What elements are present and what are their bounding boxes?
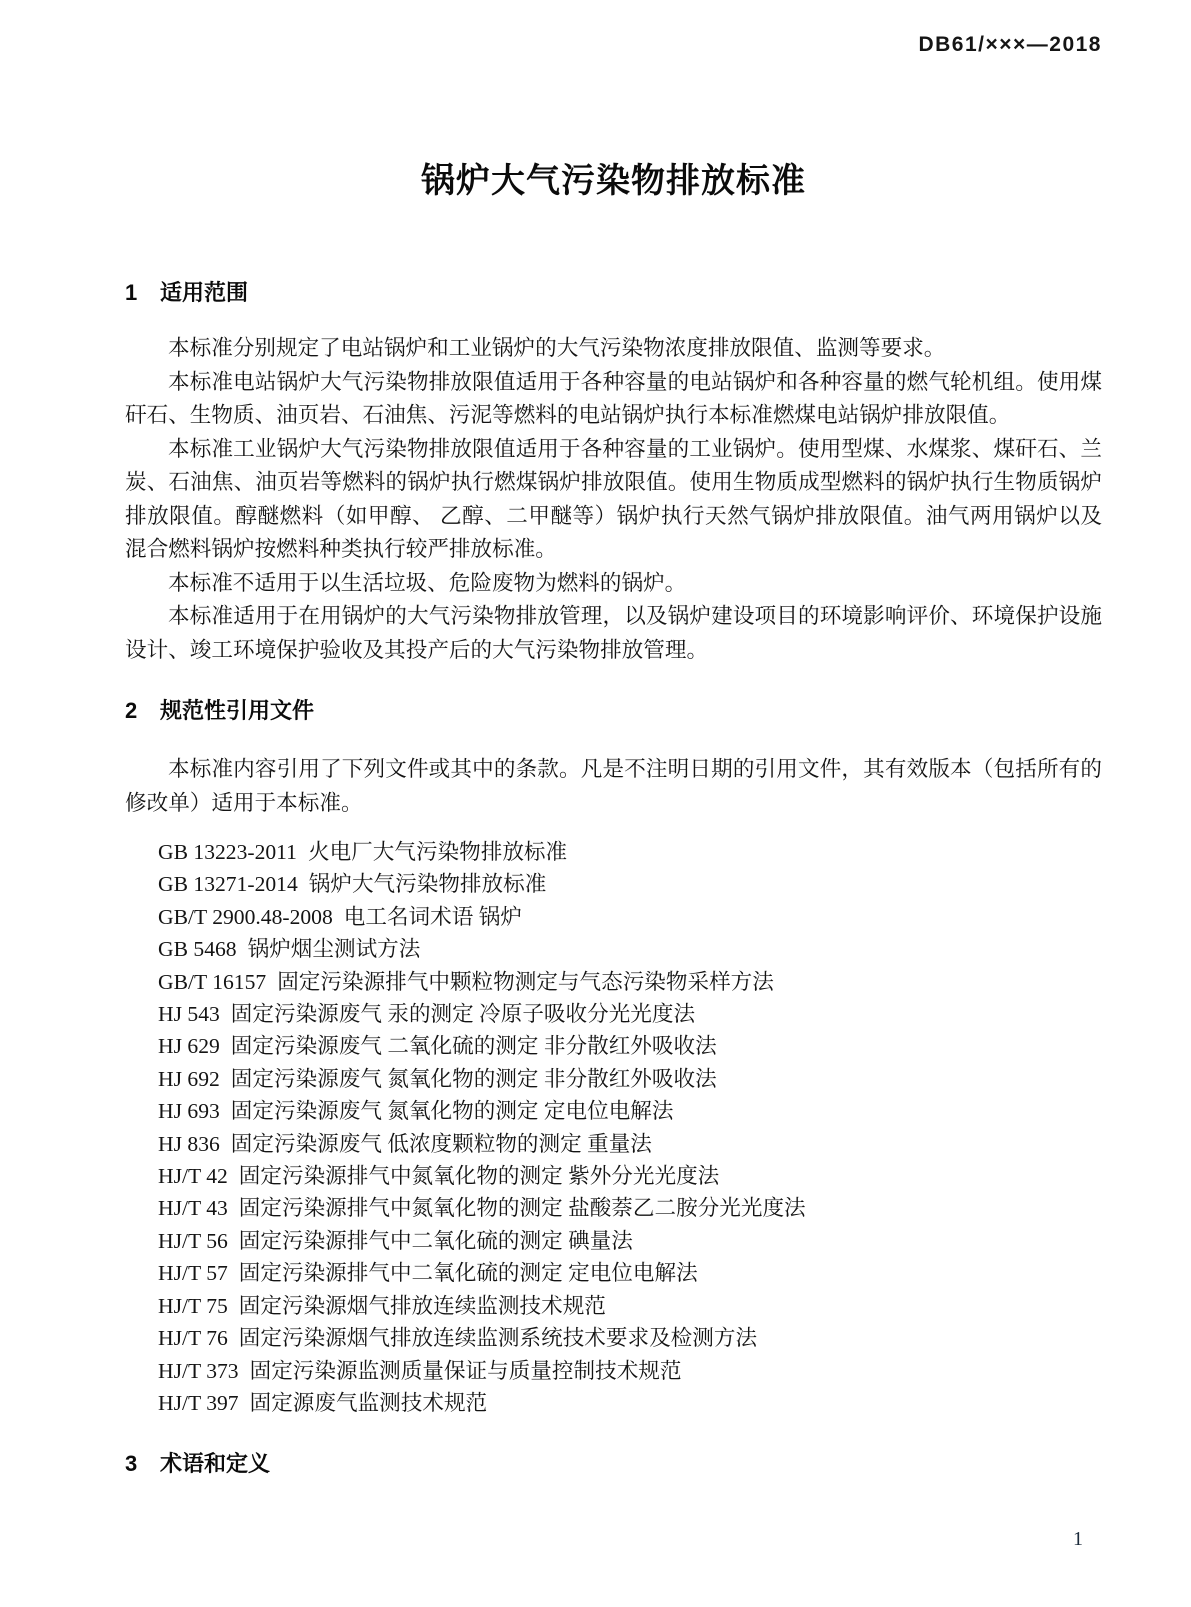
reference-code: HJ 543: [158, 1002, 220, 1027]
reference-title: 固定污染源排气中二氧化硫的测定 碘量法: [238, 1228, 633, 1253]
reference-title: 固定污染源烟气排放连续监测技术规范: [238, 1293, 606, 1318]
paragraph: 本标准内容引用了下列文件或其中的条款。凡是不注明日期的引用文件，其有效版本（包括所有的修改单）适用于本标准。: [125, 757, 1102, 815]
reference-title: 固定污染源排气中氮氧化物的测定 盐酸萘乙二胺分光光度法: [238, 1196, 806, 1221]
reference-item: [158, 998, 1102, 1030]
reference-title: 火电厂大气污染物排放标准: [307, 840, 568, 864]
section-heading-scope: [125, 280, 1102, 306]
reference-title: 电工名词术语 锅炉: [343, 904, 522, 929]
page-number: 1: [1073, 1528, 1083, 1550]
reference-title: 锅炉大气污染物排放标准: [308, 872, 547, 897]
reference-item: [158, 1192, 1102, 1224]
section-number: 2: [125, 698, 138, 723]
reference-item: [158, 933, 1102, 965]
reference-code: HJ/T 56: [158, 1228, 228, 1253]
reference-code: HJ/T 397: [158, 1390, 239, 1415]
reference-title: 固定污染源废气 氮氧化物的测定 定电位电解法: [230, 1099, 674, 1124]
reference-item: [158, 1257, 1102, 1289]
reference-code: HJ/T 373: [158, 1358, 239, 1383]
references-intro: [125, 753, 1102, 820]
section-title: 规范性引用文件: [160, 698, 315, 723]
reference-code: GB 13271-2014: [158, 872, 298, 897]
reference-title: 固定源废气监测技术规范: [249, 1390, 488, 1415]
section-title: 适用范围: [160, 280, 249, 305]
section-heading-references: [125, 698, 1102, 724]
reference-title: 固定污染源排气中二氧化硫的测定 定电位电解法: [238, 1261, 698, 1286]
reference-title: 固定污染源烟气排放连续监测系统技术要求及检测方法: [238, 1326, 758, 1351]
reference-item: [158, 1128, 1102, 1160]
reference-code: HJ 836: [158, 1131, 220, 1156]
reference-title: 固定污染源排气中颗粒物测定与气态污染物采样方法: [277, 969, 774, 994]
reference-item: [158, 1290, 1102, 1322]
paragraph: 本标准分别规定了电站锅炉和工业锅炉的大气污染物浓度排放限值、监测等要求。: [168, 336, 946, 360]
section-heading-terms: [125, 1451, 1102, 1477]
reference-code: HJ 692: [158, 1066, 220, 1091]
reference-item: [158, 1355, 1102, 1387]
reference-list: [125, 836, 1102, 1419]
reference-code: HJ 629: [158, 1034, 220, 1059]
reference-title: 固定污染源废气 氮氧化物的测定 非分散红外吸收法: [230, 1066, 717, 1091]
reference-item: [158, 1095, 1102, 1127]
section-number: 3: [125, 1451, 138, 1477]
reference-item: [158, 966, 1102, 998]
page-content: [125, 0, 1102, 1477]
reference-code: GB/T 2900.48-2008: [158, 904, 333, 929]
reference-code: GB/T 16157: [158, 969, 267, 994]
reference-item: [158, 1030, 1102, 1062]
reference-title: 锅炉烟尘测试方法: [247, 937, 421, 962]
reference-title: 固定污染源排气中氮氧化物的测定 紫外分光光度法: [238, 1164, 720, 1189]
reference-code: HJ/T 76: [158, 1326, 228, 1351]
reference-code: HJ/T 57: [158, 1261, 228, 1286]
reference-title: 固定污染源监测质量保证与质量控制技术规范: [249, 1358, 682, 1383]
reference-code: HJ/T 43: [158, 1196, 228, 1221]
reference-title: 固定污染源废气 汞的测定 冷原子吸收分光光度法: [230, 1002, 696, 1027]
reference-item: [158, 1387, 1102, 1419]
section-title: 术语和定义: [160, 1451, 271, 1477]
paragraph: 本标准电站锅炉大气污染物排放限值适用于各种容量的电站锅炉和各种容量的燃气轮机组。使用煤矸石、生物质、油页岩、石油焦、污泥等燃料的电站锅炉执行本标准燃煤电站锅炉排放限值。: [125, 369, 1102, 427]
reference-item: [158, 901, 1102, 933]
paragraph: 本标准工业锅炉大气污染物排放限值适用于各种容量的工业锅炉。使用型煤、水煤浆、煤矸石、兰炭、石油焦、油页岩等燃料的锅炉执行燃煤锅炉排放限值。使用生物质成型燃料的锅炉执行生物质锅炉排放限值。醇醚燃料（如甲醇、 乙醇、二甲醚等）锅炉执行天然气锅炉排放限值。油气两用锅炉以及混合燃料锅炉按燃料种类执行较严排放标准。: [125, 436, 1102, 561]
scope-paragraphs: [125, 332, 1102, 667]
paragraph: 本标准不适用于以生活垃圾、危险废物为燃料的锅炉。: [168, 570, 687, 595]
reference-item: [158, 1063, 1102, 1095]
reference-title: 固定污染源废气 二氧化硫的测定 非分散红外吸收法: [230, 1034, 717, 1059]
reference-title: 固定污染源废气 低浓度颗粒物的测定 重量法: [230, 1131, 652, 1156]
reference-item: [158, 836, 1102, 868]
reference-code: GB 13223-2011: [158, 840, 297, 864]
reference-code: GB 5468: [158, 937, 237, 962]
reference-code: HJ/T 42: [158, 1164, 228, 1189]
paragraph: 本标准适用于在用锅炉的大气污染物排放管理，以及锅炉建设项目的环境影响评价、环境保护设施设计、竣工环境保护验收及其投产后的大气污染物排放管理。: [125, 604, 1102, 662]
standard-code: DB61/×××—2018: [918, 33, 1102, 56]
reference-code: HJ/T 75: [158, 1293, 228, 1318]
section-number: 1: [125, 280, 138, 305]
reference-item: [158, 1160, 1102, 1192]
document-title: 锅炉大气污染物排放标准: [421, 162, 806, 200]
reference-item: [158, 868, 1102, 900]
reference-code: HJ 693: [158, 1099, 220, 1124]
reference-item: [158, 1322, 1102, 1354]
reference-item: [158, 1225, 1102, 1257]
